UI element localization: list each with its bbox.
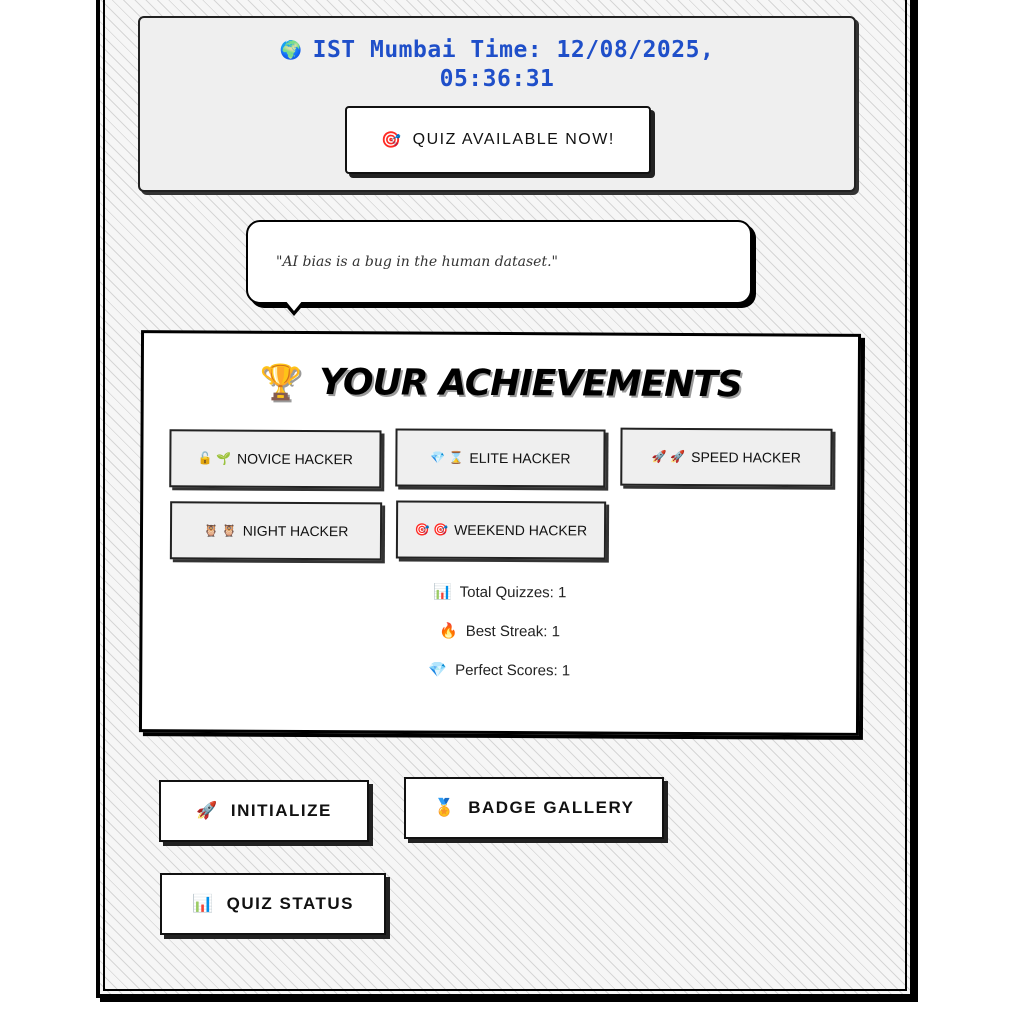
- achievements-panel: [139, 330, 861, 736]
- clock-line-2: 05:36:31: [439, 66, 555, 92]
- bar-chart-icon: 📊: [192, 894, 215, 913]
- gem-hourglass-icon: 💎 ⌛: [430, 450, 464, 465]
- badge-elite-hacker[interactable]: [395, 428, 605, 487]
- unlock-sprout-icon: 🔓 🌱: [197, 451, 232, 466]
- badge-speed-hacker[interactable]: [620, 428, 832, 487]
- badge-night-hacker[interactable]: [170, 501, 382, 560]
- bar-chart-icon: 📊: [432, 583, 452, 601]
- quiz-available-button[interactable]: [345, 106, 651, 174]
- clock-display: [140, 36, 854, 93]
- badge-label: NIGHT HACKER: [242, 522, 349, 540]
- medal-icon: 🏅: [433, 798, 457, 817]
- badge-label: NOVICE HACKER: [236, 450, 353, 468]
- quote-bubble-tail: [282, 302, 306, 316]
- target-icon: 🎯 🎯: [414, 522, 449, 537]
- initialize-label: INITIALIZE: [230, 801, 332, 820]
- badge-label: ELITE HACKER: [469, 449, 571, 467]
- quiz-available-label: QUIZ AVAILABLE NOW!: [412, 131, 615, 148]
- trophy-icon: 🏆: [259, 362, 302, 403]
- fire-icon: 🔥: [438, 622, 458, 640]
- stat-label: Best Streak: 1: [465, 622, 560, 641]
- target-icon: 🎯: [381, 132, 403, 149]
- initialize-button[interactable]: [159, 780, 369, 842]
- gem-icon: 💎: [428, 661, 448, 679]
- stat-perfect-scores: [142, 659, 856, 681]
- globe-icon: 🌍: [279, 40, 303, 61]
- clock-line-1: IST Mumbai Time: 12/08/2025,: [312, 37, 715, 63]
- quote-text: "AI bias is a bug in the human dataset.": [276, 254, 558, 270]
- quiz-status-button[interactable]: [160, 873, 386, 935]
- quiz-status-label: QUIZ STATUS: [226, 894, 354, 913]
- badge-novice-hacker[interactable]: [169, 429, 381, 488]
- stat-label: Total Quizzes: 1: [459, 583, 567, 602]
- badge-gallery-label: BADGE GALLERY: [468, 798, 635, 817]
- badge-weekend-hacker[interactable]: [396, 500, 606, 559]
- badge-label: SPEED HACKER: [691, 448, 801, 466]
- stat-best-streak: [142, 620, 856, 642]
- owl-icon: 🦉 🦉: [203, 523, 237, 538]
- stat-label: Perfect Scores: 1: [455, 661, 571, 680]
- rocket-icon: 🚀: [196, 801, 219, 820]
- achievements-title: [144, 361, 858, 406]
- quote-bubble: [246, 220, 752, 304]
- badge-label: WEEKEND HACKER: [454, 521, 588, 539]
- stat-total-quizzes: [143, 581, 857, 603]
- achievements-title-text: YOUR ACHIEVEMENTS: [319, 362, 742, 406]
- rocket-icon: 🚀 🚀: [651, 449, 686, 464]
- badge-gallery-button[interactable]: [404, 777, 664, 839]
